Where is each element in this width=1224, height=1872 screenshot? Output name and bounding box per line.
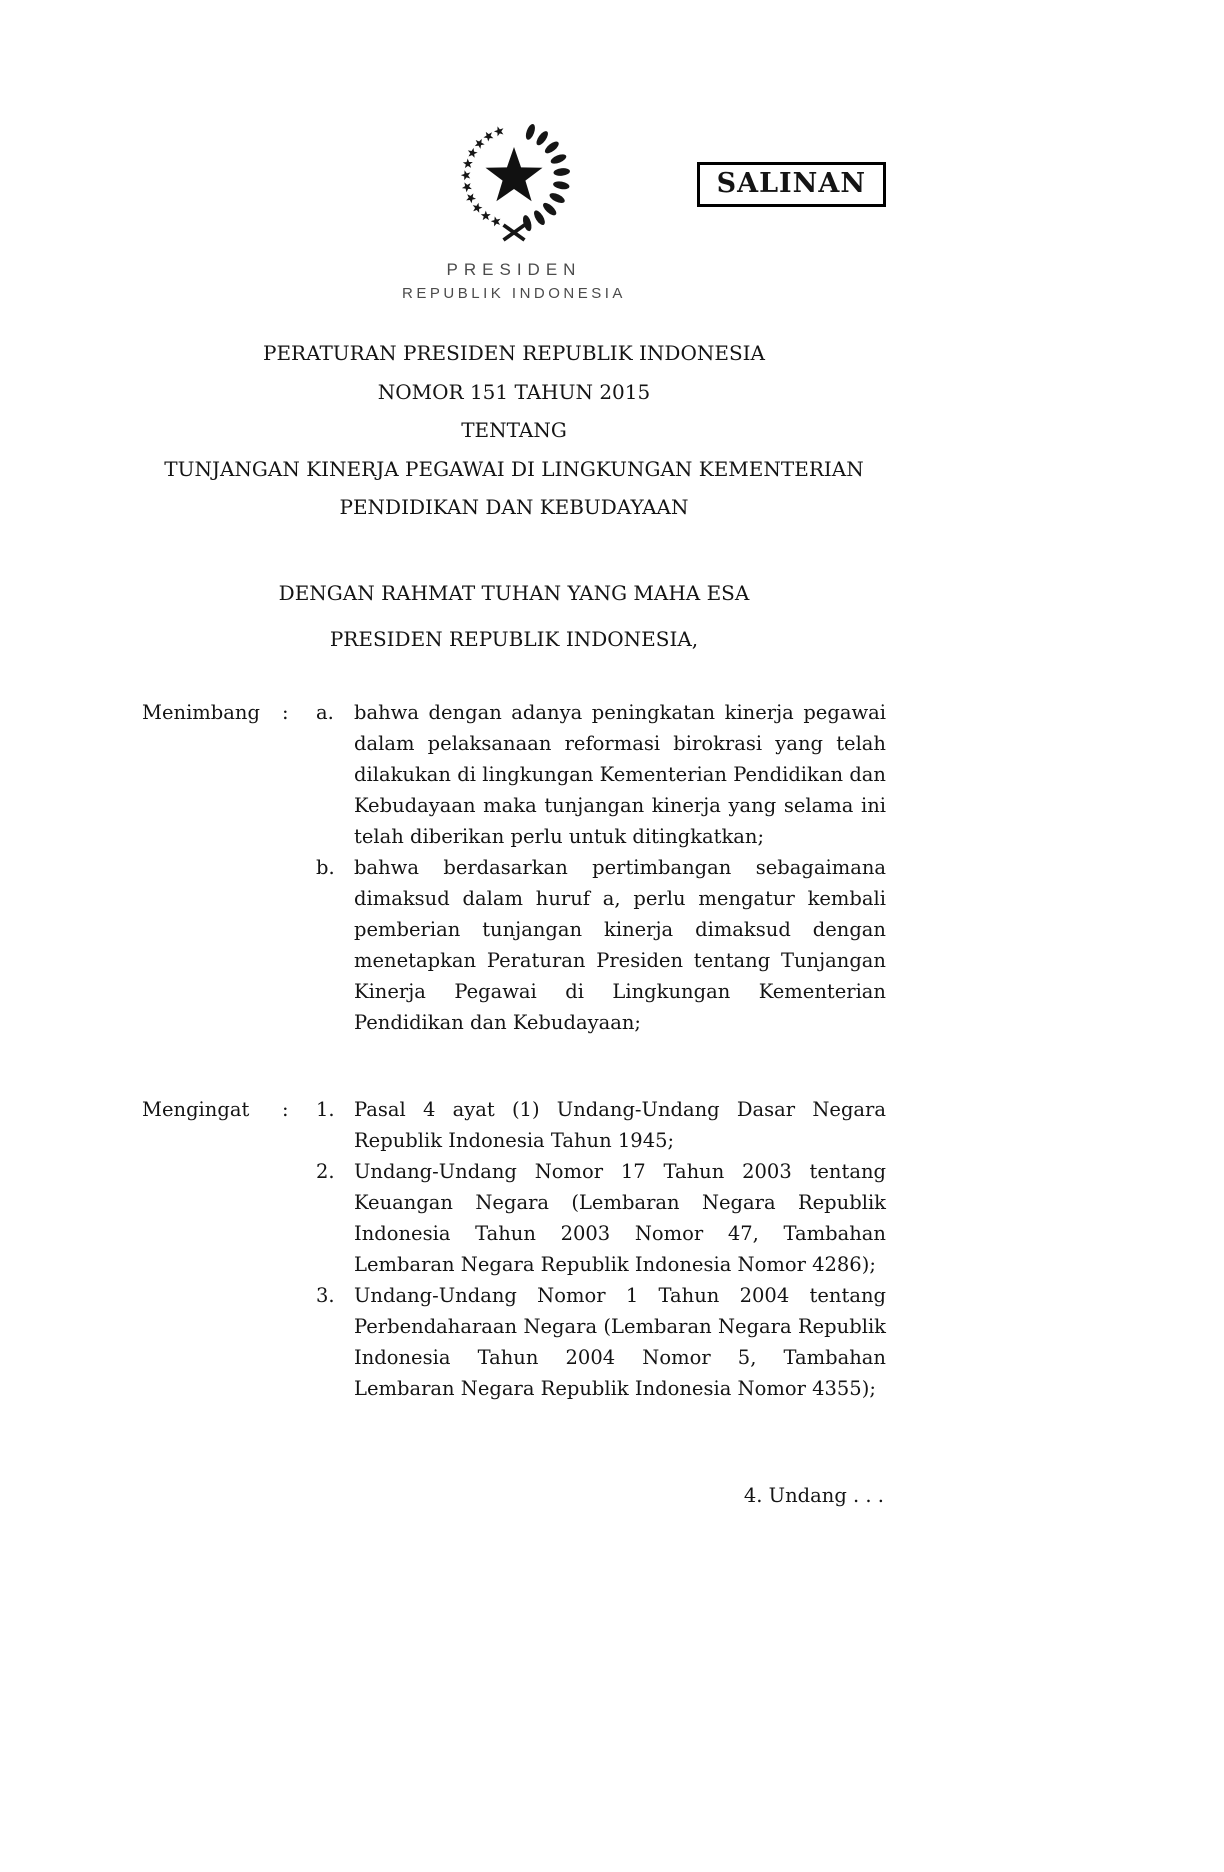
item-text: bahwa berdasarkan pertimbangan sebagaimana dimaksud dalam huruf a, perlu mengatur kembali pemberian tunjangan kinerja dimaksud dengan menetapkan Peraturan Presiden tentang Tunjangan Kinerja Pegawai di Lingkungan Kementerian Pendidikan dan Kebudayaan; [354, 855, 886, 1034]
recalling-colon: : [282, 1097, 289, 1121]
title-line-subject: TUNJANGAN KINERJA PEGAWAI DI LINGKUNGAN KEMENTERIAN PENDIDIKAN DAN KEBUDAYAAN [164, 456, 864, 519]
preamble-invocation: DENGAN RAHMAT TUHAN YANG MAHA ESA [278, 580, 750, 605]
letterhead-presiden: PRESIDEN [446, 260, 582, 279]
item-text: bahwa dengan adanya peningkatan kinerja pegawai dalam pelaksanaan reformasi birokrasi yang telah dilakukan di lingkungan Kementerian Pendidikan dan Kebudayaan maka tunjangan kinerja yang selama ini telah diberikan perlu untuk ditingkatkan; [354, 700, 886, 848]
item-marker: a. [316, 700, 334, 724]
considering-clause [142, 697, 886, 1038]
recalling-label: Mengingat [142, 1097, 250, 1121]
list-item [316, 1280, 886, 1404]
salinan-stamp: SALINAN [697, 162, 886, 207]
star-icon [486, 147, 543, 201]
list-item [316, 697, 886, 852]
item-marker: 3. [316, 1283, 335, 1307]
item-marker: 2. [316, 1159, 335, 1183]
recalling-clause [142, 1094, 886, 1404]
page-catchword: 4. Undang . . . [743, 1483, 884, 1507]
regulation-title [142, 334, 886, 527]
title-line-tentang: TENTANG [461, 418, 567, 442]
recalling-items [316, 1094, 886, 1404]
item-marker: b. [316, 855, 335, 879]
list-item [316, 1156, 886, 1280]
wreath-stems-icon [504, 225, 525, 240]
list-item [316, 1094, 886, 1156]
document-content [142, 0, 886, 1507]
letterhead-republik-indonesia: REPUBLIK INDONESIA [402, 285, 626, 302]
national-emblem-icon [439, 108, 589, 246]
considering-items [316, 697, 886, 1038]
item-marker: 1. [316, 1097, 335, 1121]
title-line-regulation: PERATURAN PRESIDEN REPUBLIK INDONESIA [262, 341, 765, 365]
considering-label: Menimbang [142, 700, 260, 724]
preamble-authority: PRESIDEN REPUBLIK INDONESIA, [329, 626, 699, 651]
list-item [316, 852, 886, 1038]
letterhead [142, 260, 886, 302]
considering-colon: : [282, 700, 289, 724]
item-text: Undang-Undang Nomor 17 Tahun 2003 tentang Keuangan Negara (Lembaran Negara Republik Indonesia Tahun 2003 Nomor 47, Tambahan Lembaran Negara Republik Indonesia Nomor 4286); [354, 1159, 886, 1276]
preamble [142, 575, 886, 657]
item-text: Pasal 4 ayat (1) Undang-Undang Dasar Negara Republik Indonesia Tahun 1945; [354, 1097, 886, 1152]
title-line-number: NOMOR 151 TAHUN 2015 [377, 379, 651, 404]
item-text: Undang-Undang Nomor 1 Tahun 2004 tentang Perbendaharaan Negara (Lembaran Negara Republik Indonesia Tahun 2004 Nomor 5, Tambahan Lembaran Negara Republik Indonesia Nomor 4355); [354, 1283, 886, 1400]
